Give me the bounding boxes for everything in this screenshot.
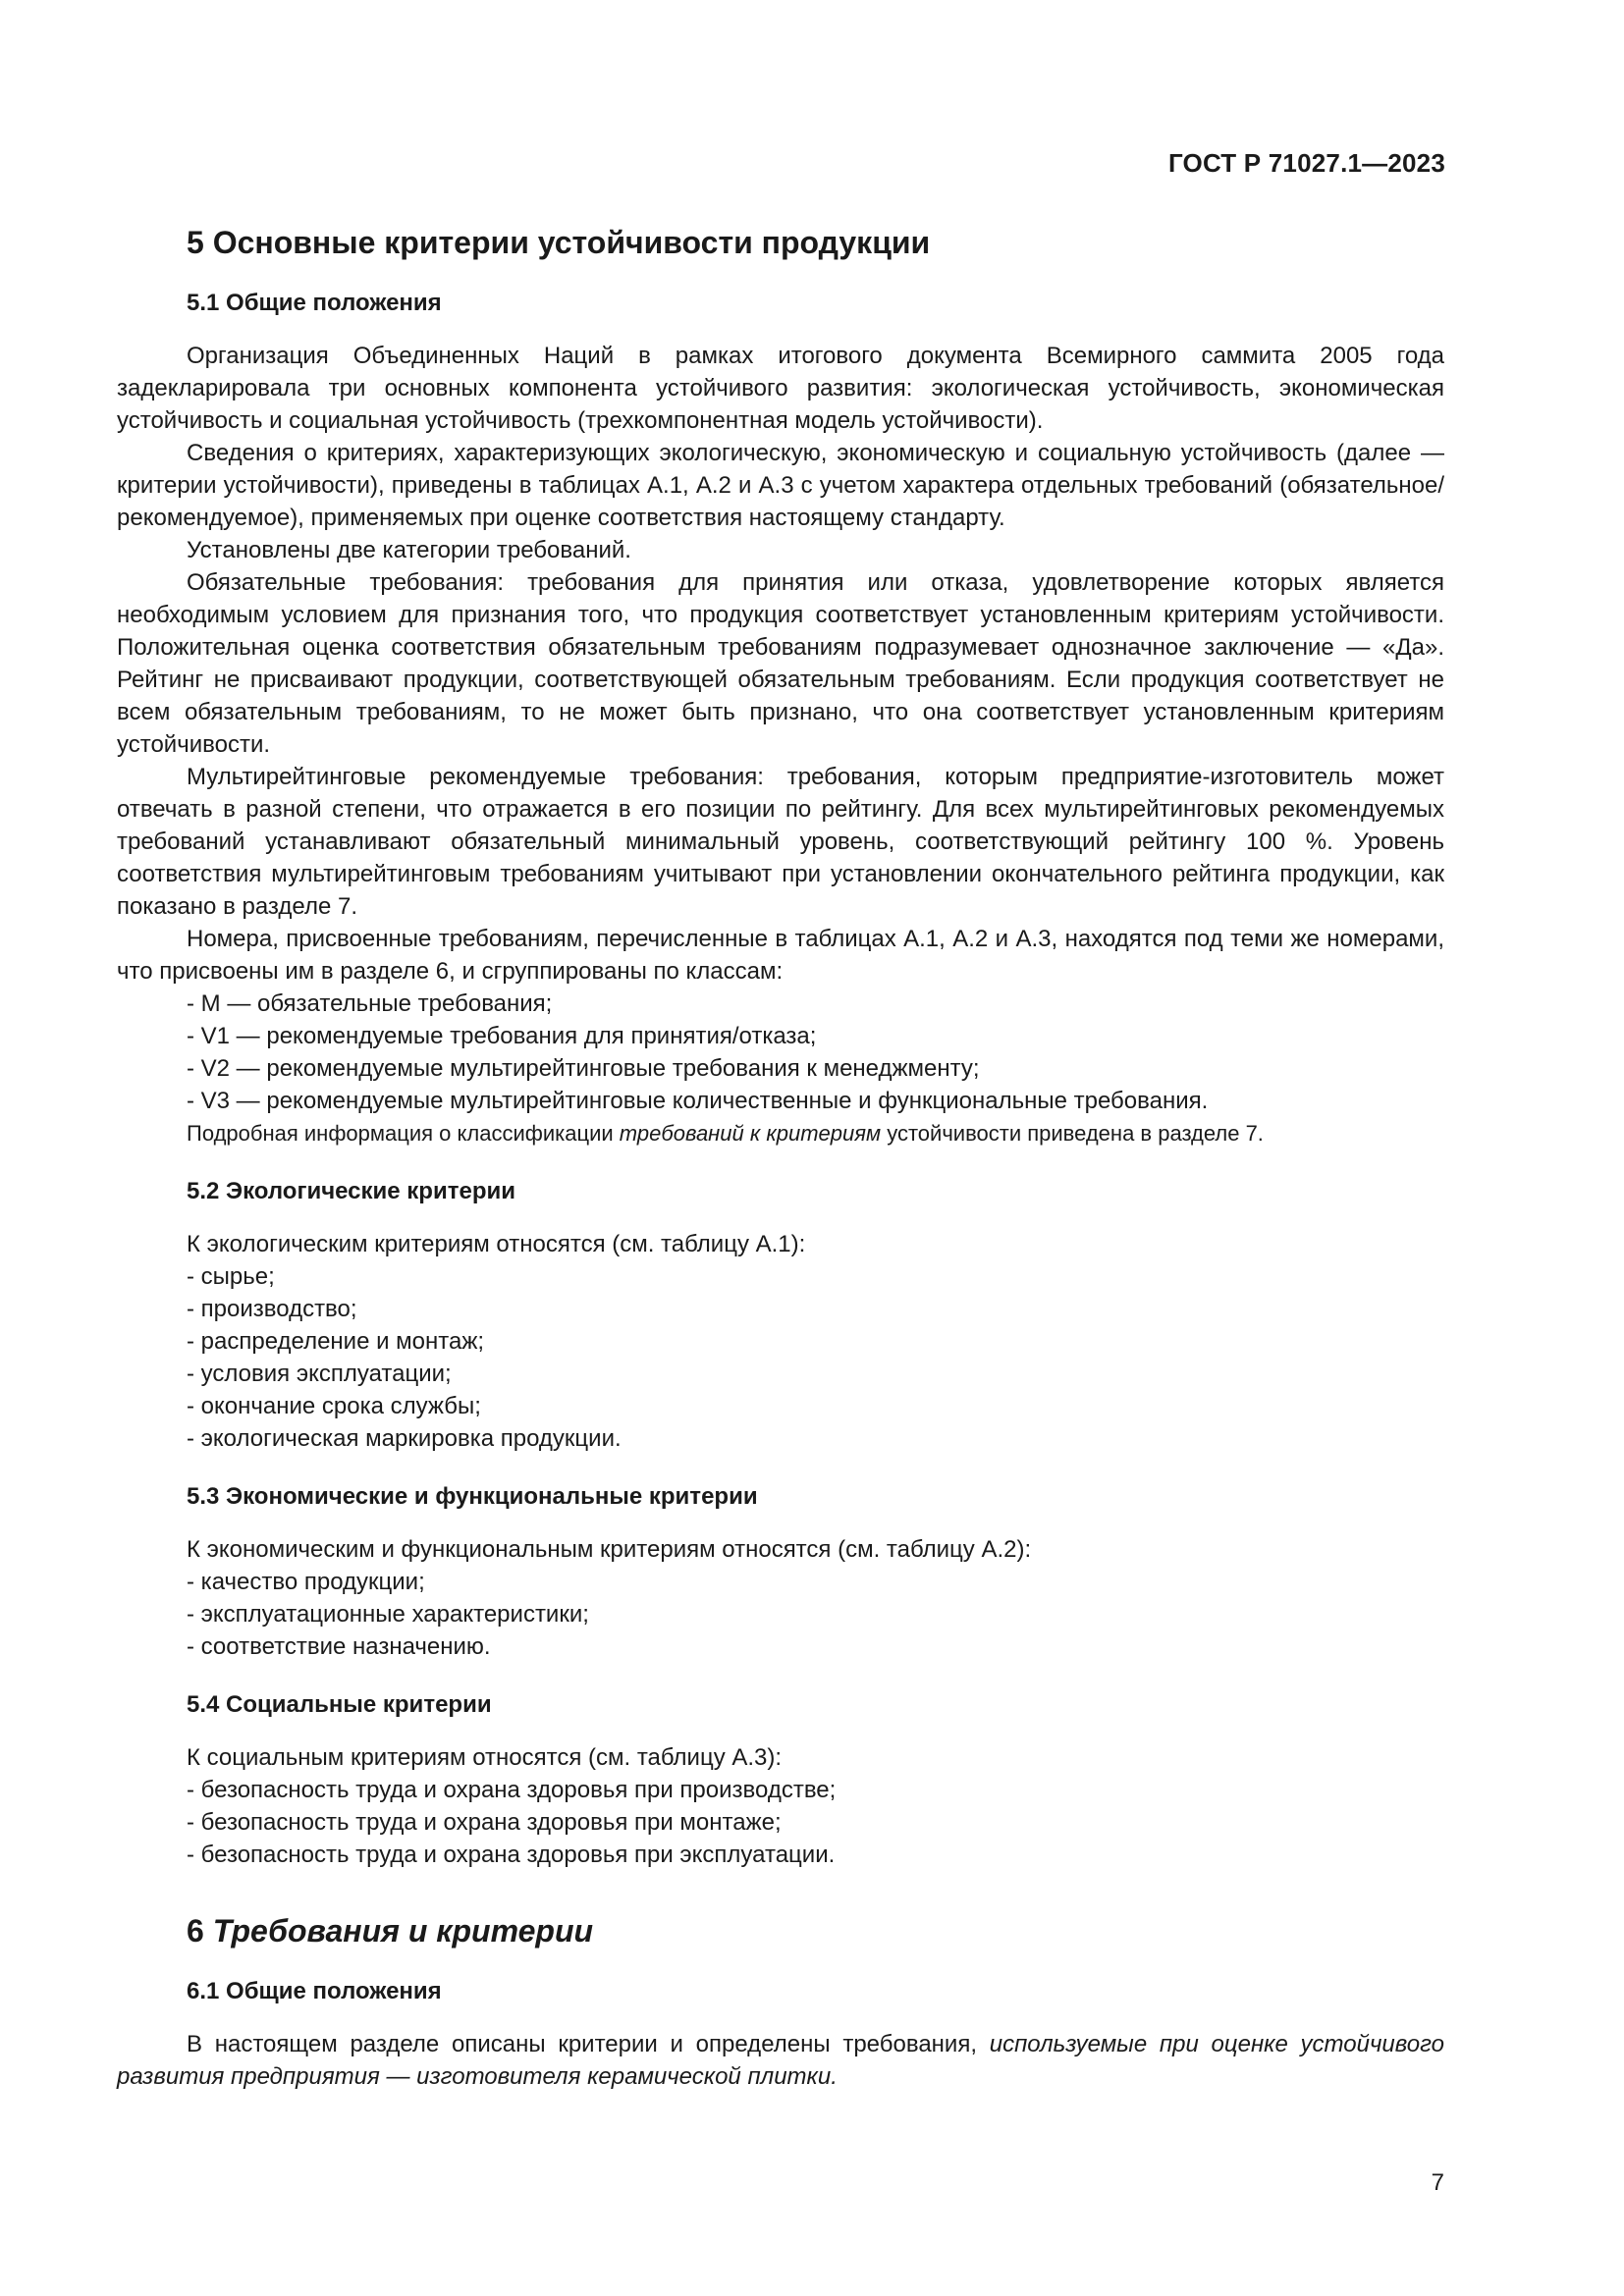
- paragraph: К социальным критериям относятся (см. таблицу А.3):: [187, 1744, 783, 1771]
- list-item: - безопасность труда и охрана здоровья при монтаже;: [187, 1809, 782, 1836]
- paragraph: К экономическим и функциональным критериям относятся (см. таблицу А.2):: [187, 1536, 1032, 1563]
- section-6-number: 6: [187, 1913, 204, 1949]
- section-6-title: Требования и критерии: [212, 1913, 594, 1949]
- document-code: ГОСТ Р 71027.1—2023: [1167, 148, 1445, 178]
- list-item: - экологическая маркировка продукции.: [187, 1425, 622, 1452]
- subsection-5-2-heading: 5.2 Экологические критерии: [187, 1178, 515, 1204]
- paragraph: Сведения о критериях, характеризующих экологическую, экономическую и социальную устойчивость (далее — критерии устойчивости), приведены в таблицах А.1, А.2 и А.3 с учетом характера отдельных требований (обязательное/рекомендуемое), применяемых при оценке соответствия настоящему стандарту.: [117, 440, 1444, 531]
- classification-note: [117, 1117, 1444, 1149]
- list-item: - качество продукции;: [187, 1569, 425, 1595]
- list-item: - V1 — рекомендуемые требования для принятия/отказа;: [187, 1023, 817, 1049]
- subsection-5-4-heading: 5.4 Социальные критерии: [187, 1691, 492, 1718]
- subsection-5-3-heading: 5.3 Экономические и функциональные критерии: [187, 1483, 758, 1510]
- section-5-number: 5: [187, 225, 204, 260]
- subsection-6-1-heading: 6.1 Общие положения: [187, 1978, 442, 2004]
- list-item: - соответствие назначению.: [187, 1633, 491, 1660]
- list-item: - безопасность труда и охрана здоровья при эксплуатации.: [187, 1842, 836, 1868]
- section-6-heading: [187, 1906, 1444, 1955]
- paragraph-italic-text: используемые при оценке устойчивого развития предприятия — изготовителя керамической плитки.: [117, 2031, 1445, 2090]
- list-item: - условия эксплуатации;: [187, 1361, 452, 1387]
- note-italic-text: требований к критериям: [619, 1121, 882, 1146]
- list-item: - V3 — рекомендуемые мультирейтинговые количественные и функциональные требования.: [187, 1088, 1209, 1114]
- paragraph: Обязательные требования: требования для принятия или отказа, удовлетворение которых является необходимым условием для признания того, что продукция соответствует установленным критериям устойчивости. Положительная оценка соответствия обязательным требованиям подразумевает однозначное заключение — «Да». Рейтинг не присваивают продукции, соответствующей обязательным требованиям. Если продукция соответствует не всем обязательным требованиям, то не может быть признано, что она соответствует установленным критериям устойчивости.: [117, 569, 1444, 758]
- list-item: - распределение и монтаж;: [187, 1328, 485, 1355]
- note-text: устойчивости приведена в разделе 7.: [881, 1121, 1264, 1146]
- paragraph: К экологическим критериям относятся (см. таблицу А.1):: [187, 1231, 806, 1257]
- list-item: - безопасность труда и охрана здоровья при производстве;: [187, 1777, 837, 1803]
- paragraph: [117, 2028, 1444, 2093]
- section-5-title: Основные критерии устойчивости продукции: [212, 225, 931, 260]
- section-5-heading: [187, 218, 1444, 267]
- paragraph: Организация Объединенных Наций в рамках итогового документа Всемирного саммита 2005 года задекларировала три основных компонента устойчивого развития: экологическая устойчивость, экономическая устойчивость и социальная устойчивость (трехкомпонентная модель устойчивости).: [117, 343, 1444, 434]
- page-content: [117, 218, 1444, 2093]
- paragraph: Мультирейтинговые рекомендуемые требования: требования, которым предприятие-изготовитель может отвечать в разной степени, что отражается в его позиции по рейтингу. Для всех мультирейтинговых рекомендуемых требований устанавливают обязательный минимальный уровень, соответствующий рейтингу 100 %. Уровень соответствия мультирейтинговым требованиям учитывают при установлении окончательного рейтинга продукции, как показано в разделе 7.: [117, 764, 1444, 920]
- paragraph: Номера, присвоенные требованиям, перечисленные в таблицах А.1, А.2 и А.3, находятся под теми же номерами, что присвоены им в разделе 6, и сгруппированы по классам:: [117, 926, 1444, 985]
- list-item: - эксплуатационные характеристики;: [187, 1601, 589, 1628]
- paragraph: Установлены две категории требований.: [187, 537, 631, 563]
- document-page: [117, 0, 1444, 2296]
- list-item: - окончание срока службы;: [187, 1393, 481, 1419]
- list-item: - V2 — рекомендуемые мультирейтинговые требования к менеджменту;: [187, 1055, 980, 1082]
- subsection-5-1-heading: 5.1 Общие положения: [187, 290, 442, 316]
- paragraph-text: В настоящем разделе описаны критерии и определены требования,: [187, 2031, 990, 2057]
- page-number: 7: [1431, 2169, 1444, 2196]
- list-item: - M — обязательные требования;: [187, 990, 553, 1017]
- note-text: Подробная информация о классификации: [187, 1121, 620, 1146]
- list-item: - сырье;: [187, 1263, 275, 1290]
- list-item: - производство;: [187, 1296, 357, 1322]
